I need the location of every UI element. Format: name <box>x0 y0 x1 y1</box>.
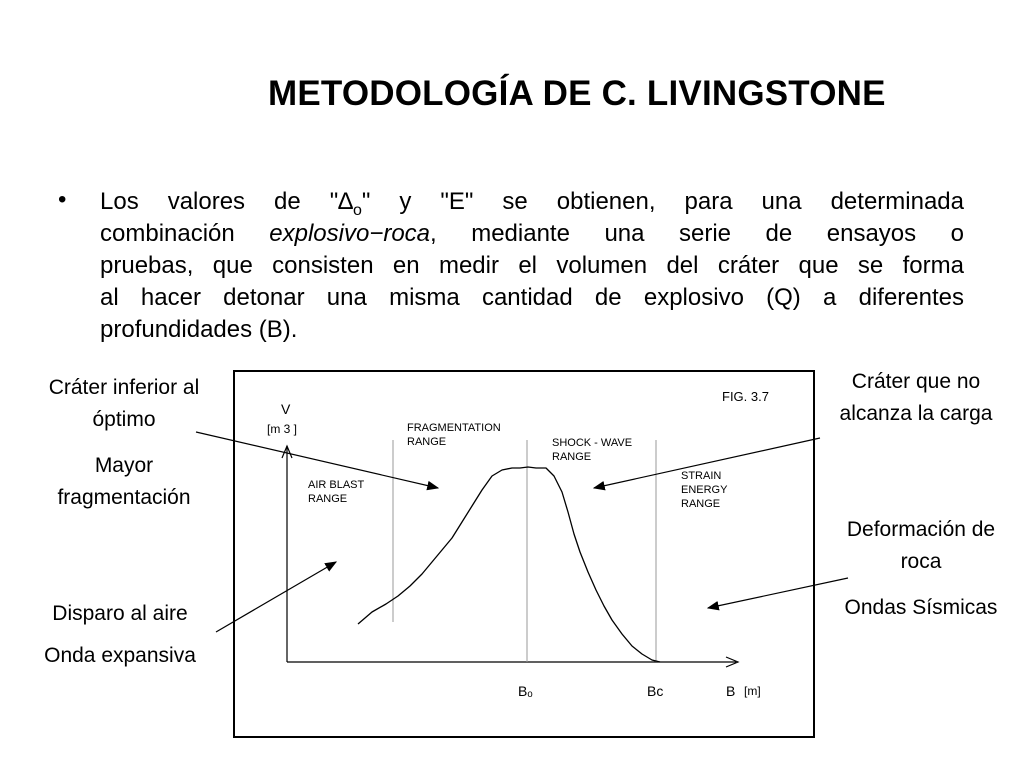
crater-curve <box>358 467 660 662</box>
y-axis-unit: [m 3 ] <box>267 422 298 436</box>
arrow-crater-no-alcanza <box>594 438 820 488</box>
bullet-line-3: pruebas, que consisten en medir el volumen del cráter que se forma <box>100 252 964 279</box>
annotation-deformacion-roca: Deformación de roca <box>846 518 996 573</box>
x-axis-unit: [m] <box>744 684 761 698</box>
annotation-crater-no-alcanza: Cráter que no alcanza la carga <box>839 370 993 425</box>
bullet-line-1: Los valores de "$\Delta_o$" y "E" se obtienen, para una determinada <box>100 188 964 219</box>
arrow-crater-inferior <box>196 432 438 488</box>
x-axis-symbol: B <box>726 683 736 699</box>
annotation-ondas-sismicas: Ondas Sísmicas <box>844 596 998 619</box>
slide-title: METODOLOGÍA DE C. LIVINGSTONE <box>268 74 886 113</box>
region-shock-wave: SHOCK - WAVE RANGE <box>552 437 633 463</box>
annotation-crater-inferior: Cráter inferior al óptimo <box>48 376 200 431</box>
bullet-line-5: profundidades (B). <box>100 316 298 343</box>
arrow-disparo-aire <box>216 562 336 632</box>
y-axis-symbol: V <box>281 401 291 417</box>
bullet-line-4: al hacer detonar una misma cantidad de explosivo (Q) a diferentes <box>100 284 964 311</box>
bullet-marker: • <box>58 186 67 213</box>
arrow-deformacion-roca <box>708 578 848 608</box>
figure-number: FIG. 3.7 <box>722 389 769 404</box>
annotation-disparo-aire: Disparo al aire Onda expansiva <box>44 602 196 667</box>
tick-bo: Bₒ <box>518 683 533 699</box>
annotation-mayor-fragmentacion: Mayor fragmentación <box>57 454 191 509</box>
region-air-blast: AIR BLAST RANGE <box>308 479 365 505</box>
tick-bc: Bc <box>647 683 664 699</box>
region-strain-energy: STRAIN ENERGY RANGE <box>681 470 728 510</box>
bullet-line-2: combinación explosivo−roca, mediante una serie de ensayos o <box>100 220 964 247</box>
region-fragmentation: FRAGMENTATION RANGE <box>407 422 501 448</box>
